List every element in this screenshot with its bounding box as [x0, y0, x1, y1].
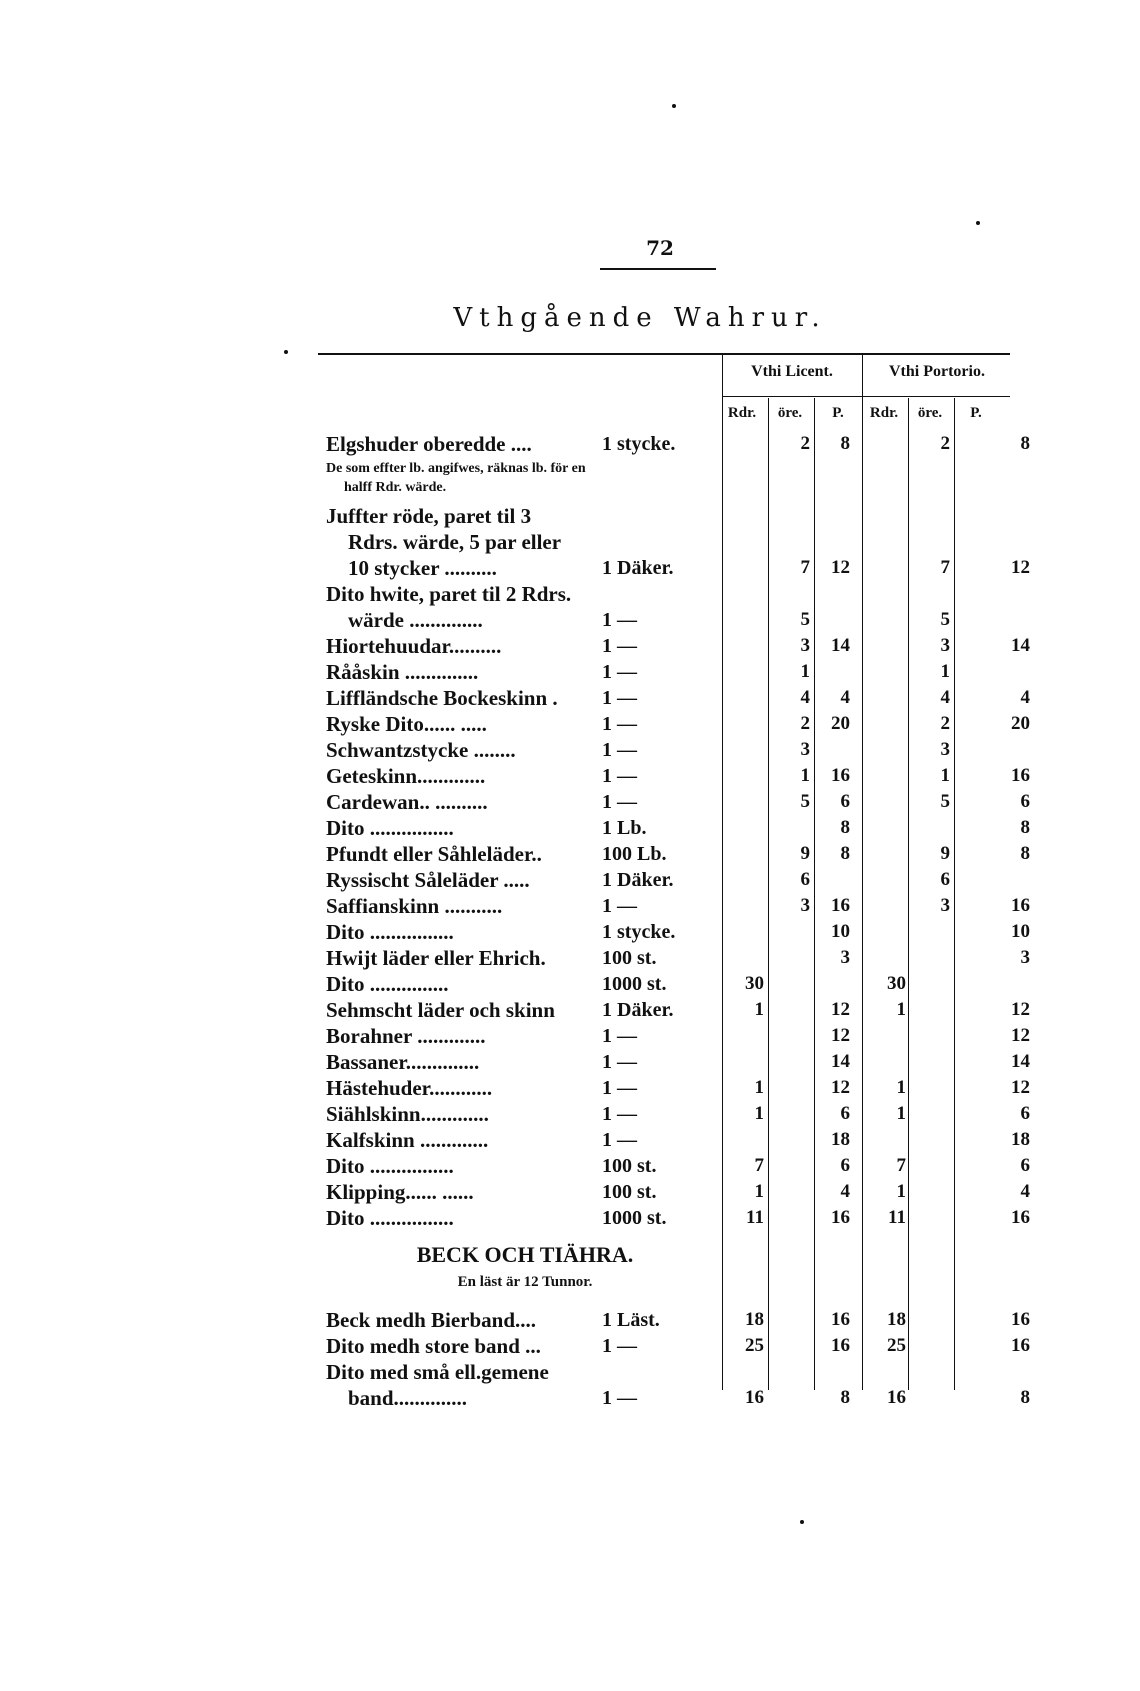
- portorio-p: 4: [1020, 687, 1030, 708]
- portorio-p: 14: [1011, 635, 1030, 656]
- portorio-p: 6: [1020, 791, 1030, 812]
- licent-p: 16: [831, 895, 850, 916]
- portorio-p: 16: [1011, 1207, 1030, 1228]
- note-line: De som effter lb. angifwes, räknas lb. för en: [326, 461, 586, 476]
- portorio-p: 20: [1011, 713, 1030, 734]
- item-quantity: 1 Däker.: [602, 999, 674, 1021]
- portorio-ore: 7: [940, 557, 950, 578]
- licent-p: 8: [840, 433, 850, 454]
- continuation-row: [0, 529, 1140, 555]
- item-name: band..............: [348, 1386, 468, 1410]
- table-row: [0, 633, 1140, 659]
- table-row: [0, 1049, 1140, 1075]
- portorio-ore: 1: [940, 765, 950, 786]
- item-quantity: 1 —: [602, 635, 637, 657]
- table-row: [0, 1023, 1140, 1049]
- table-row: [0, 737, 1140, 763]
- portorio-p: 12: [1011, 1077, 1030, 1098]
- portorio-p: 18: [1011, 1129, 1030, 1150]
- portorio-ore: 6: [940, 869, 950, 890]
- licent-p: 16: [831, 1335, 850, 1356]
- licent-ore: 4: [800, 687, 810, 708]
- item-name: Sehmscht läder och skinn: [326, 998, 555, 1022]
- item-name: Beck medh Bierband....: [326, 1308, 537, 1332]
- portorio-rdr: 25: [887, 1335, 906, 1356]
- portorio-p: 10: [1011, 921, 1030, 942]
- portorio-ore: 3: [940, 895, 950, 916]
- portorio-ore: 3: [940, 635, 950, 656]
- licent-rdr: 7: [754, 1155, 764, 1176]
- item-quantity: 1 —: [602, 1051, 637, 1073]
- licent-p: 12: [831, 999, 850, 1020]
- item-quantity: 1 stycke.: [602, 433, 676, 455]
- item-name: Liffländsche Bockeskinn .: [326, 686, 558, 710]
- table-row: [0, 1153, 1140, 1179]
- portorio-rdr: 1: [896, 999, 906, 1020]
- portorio-p: 14: [1011, 1051, 1030, 1072]
- col-head-portorio: Vthi Portorio.: [889, 363, 985, 380]
- page-number: 72: [646, 236, 674, 260]
- licent-p: 16: [831, 1207, 850, 1228]
- item-quantity: 1000 st.: [602, 1207, 667, 1229]
- item-quantity: 1 Däker.: [602, 869, 674, 891]
- item-name: Cardewan.. ..........: [326, 790, 488, 814]
- item-name: Dito ...............: [326, 972, 449, 996]
- licent-ore: 3: [800, 635, 810, 656]
- item-quantity: 1 —: [602, 1129, 637, 1151]
- licent-ore: 5: [800, 609, 810, 630]
- item-quantity: 1 Lb.: [602, 817, 647, 839]
- licent-ore: 9: [800, 843, 810, 864]
- scan-speck: [976, 221, 980, 225]
- item-name: Bassaner..............: [326, 1050, 480, 1074]
- item-quantity: 1 —: [602, 1077, 637, 1099]
- licent-ore: 3: [800, 895, 810, 916]
- portorio-ore: 2: [940, 433, 950, 454]
- item-name-part: Dito hwite, paret til 2 Rdrs.: [326, 582, 572, 606]
- note-line: halff Rdr. wärde.: [344, 480, 447, 495]
- portorio-p: 16: [1011, 1309, 1030, 1330]
- licent-p: 14: [831, 1051, 850, 1072]
- table-row: [0, 893, 1140, 919]
- licent-rdr: 11: [746, 1207, 764, 1228]
- licent-p: 16: [831, 1309, 850, 1330]
- licent-rdr: 1: [754, 999, 764, 1020]
- portorio-p: 3: [1020, 947, 1030, 968]
- page-number-rule: [600, 268, 716, 270]
- portorio-p: 8: [1020, 1387, 1030, 1408]
- item-quantity: 1 —: [602, 1025, 637, 1047]
- item-quantity: 1 —: [602, 661, 637, 683]
- portorio-ore: 2: [940, 713, 950, 734]
- portorio-p: 12: [1011, 557, 1030, 578]
- header-rule: [722, 396, 1010, 397]
- section-title: BECK OCH TIÄHRA.: [416, 1242, 634, 1267]
- licent-ore: 3: [800, 739, 810, 760]
- portorio-p: 16: [1011, 1335, 1030, 1356]
- table-row: [0, 1307, 1140, 1333]
- licent-p: 6: [840, 1155, 850, 1176]
- licent-p: 6: [840, 791, 850, 812]
- licent-p: 14: [831, 635, 850, 656]
- licent-p: 8: [840, 843, 850, 864]
- table-row: [0, 919, 1140, 945]
- licent-p: 12: [831, 1025, 850, 1046]
- table-row: [0, 763, 1140, 789]
- licent-p: 12: [831, 1077, 850, 1098]
- portorio-p: 12: [1011, 1025, 1030, 1046]
- licent-ore: 1: [800, 661, 810, 682]
- portorio-ore: 4: [940, 687, 950, 708]
- licent-ore: 1: [800, 765, 810, 786]
- licent-p: 8: [840, 1387, 850, 1408]
- licent-p: 18: [831, 1129, 850, 1150]
- col-rdr-licent: Rdr.: [727, 405, 757, 421]
- item-name: Pfundt eller Såhleläder..: [326, 842, 542, 866]
- item-name: Ryssischt Såleläder .....: [326, 868, 530, 892]
- portorio-p: 8: [1020, 433, 1030, 454]
- portorio-p: 16: [1011, 765, 1030, 786]
- table-top-rule: [318, 353, 1010, 355]
- page-heading: Vthgående Wahrur.: [453, 303, 827, 333]
- item-name-part: Rdrs. wärde, 5 par eller: [348, 530, 562, 554]
- item-name: Hwijt läder eller Ehrich.: [326, 946, 546, 970]
- table-row: [0, 971, 1140, 997]
- item-quantity: 1 stycke.: [602, 921, 676, 943]
- table-row: [0, 1101, 1140, 1127]
- portorio-ore: 1: [940, 661, 950, 682]
- item-name-part: Juffter röde, paret til 3: [326, 504, 532, 528]
- item-name: Dito medh store band ...: [326, 1334, 541, 1358]
- portorio-ore: 5: [940, 791, 950, 812]
- portorio-p: 8: [1020, 843, 1030, 864]
- col-p-licent: P.: [832, 405, 844, 421]
- licent-p: 12: [831, 557, 850, 578]
- table-row: [0, 607, 1140, 633]
- table-row: [0, 867, 1140, 893]
- licent-ore: 7: [800, 557, 810, 578]
- item-name: Ryske Dito...... .....: [326, 712, 487, 736]
- licent-rdr: 1: [754, 1103, 764, 1124]
- col-rdr-portorio: Rdr.: [869, 405, 899, 421]
- portorio-ore: 9: [940, 843, 950, 864]
- table-row: [0, 711, 1140, 737]
- item-name: Hiortehuudar..........: [326, 634, 502, 658]
- table-row: [0, 1385, 1140, 1411]
- item-quantity: 1 —: [602, 791, 637, 813]
- item-name: Elgshuder oberedde ....: [326, 432, 532, 456]
- table-row: [0, 431, 1140, 457]
- item-quantity: 1 Läst.: [602, 1309, 660, 1331]
- portorio-p: 4: [1020, 1181, 1030, 1202]
- item-quantity: 100 st.: [602, 1155, 657, 1177]
- licent-rdr: 18: [745, 1309, 764, 1330]
- portorio-rdr: 1: [896, 1103, 906, 1124]
- table-row: [0, 1205, 1140, 1231]
- licent-ore: 2: [800, 433, 810, 454]
- table-row: [0, 1075, 1140, 1101]
- item-name-part: Dito med små ell.gemene: [326, 1360, 549, 1384]
- item-name: Kalfskinn .............: [326, 1128, 489, 1152]
- scan-speck: [672, 104, 676, 108]
- portorio-rdr: 30: [887, 973, 906, 994]
- col-ore-portorio: öre.: [917, 405, 943, 421]
- table-row: [0, 659, 1140, 685]
- licent-rdr: 30: [745, 973, 764, 994]
- portorio-p: 16: [1011, 895, 1030, 916]
- portorio-p: 6: [1020, 1155, 1030, 1176]
- item-name: wärde ..............: [348, 608, 483, 632]
- col-p-portorio: P.: [970, 405, 982, 421]
- portorio-ore: 3: [940, 739, 950, 760]
- item-quantity: 1 Däker.: [602, 557, 674, 579]
- portorio-rdr: 16: [887, 1387, 906, 1408]
- col-head-licent: Vthi Licent.: [751, 363, 833, 380]
- item-name: Dito ................: [326, 1206, 454, 1230]
- portorio-p: 8: [1020, 817, 1030, 838]
- item-name: Klipping...... ......: [326, 1180, 474, 1204]
- item-quantity: 100 st.: [602, 1181, 657, 1203]
- item-name: Dito ................: [326, 1154, 454, 1178]
- table-row: [0, 1179, 1140, 1205]
- item-name: 10 stycker ..........: [348, 556, 497, 580]
- licent-p: 20: [831, 713, 850, 734]
- table-row: [0, 815, 1140, 841]
- table-row: [0, 789, 1140, 815]
- portorio-rdr: 1: [896, 1181, 906, 1202]
- licent-ore: 5: [800, 791, 810, 812]
- licent-ore: 6: [800, 869, 810, 890]
- item-quantity: 1 —: [602, 1103, 637, 1125]
- licent-ore: 2: [800, 713, 810, 734]
- item-quantity: 100 Lb.: [602, 843, 667, 865]
- licent-p: 16: [831, 765, 850, 786]
- portorio-rdr: 7: [896, 1155, 906, 1176]
- licent-rdr: 1: [754, 1181, 764, 1202]
- item-name: Dito ................: [326, 816, 454, 840]
- item-quantity: 100 st.: [602, 947, 657, 969]
- item-quantity: 1000 st.: [602, 973, 667, 995]
- licent-p: 3: [840, 947, 850, 968]
- table-row: [0, 685, 1140, 711]
- table-row: [0, 841, 1140, 867]
- item-name: Geteskinn.............: [326, 764, 486, 788]
- licent-p: 10: [831, 921, 850, 942]
- licent-rdr: 16: [745, 1387, 764, 1408]
- item-name: Schwantzstycke ........: [326, 738, 516, 762]
- continuation-row: [0, 503, 1140, 529]
- item-quantity: 1 —: [602, 765, 637, 787]
- table-row: [0, 1333, 1140, 1359]
- item-name: Siählskinn.............: [326, 1102, 489, 1126]
- item-name: Saffianskinn ...........: [326, 894, 503, 918]
- licent-rdr: 25: [745, 1335, 764, 1356]
- item-name: Borahner .............: [326, 1024, 486, 1048]
- item-name: Hästehuder............: [326, 1076, 493, 1100]
- licent-p: 8: [840, 817, 850, 838]
- table-row: [0, 945, 1140, 971]
- item-quantity: 1 —: [602, 609, 637, 631]
- portorio-rdr: 1: [896, 1077, 906, 1098]
- table-row: [0, 555, 1140, 581]
- continuation-row: [0, 581, 1140, 607]
- item-quantity: 1 —: [602, 713, 637, 735]
- licent-rdr: 1: [754, 1077, 764, 1098]
- item-quantity: 1 —: [602, 687, 637, 709]
- table-row: [0, 997, 1140, 1023]
- portorio-p: 12: [1011, 999, 1030, 1020]
- item-quantity: 1 —: [602, 739, 637, 761]
- section-subtitle: En läst är 12 Tunnor.: [457, 1274, 593, 1290]
- portorio-p: 6: [1020, 1103, 1030, 1124]
- portorio-rdr: 11: [888, 1207, 906, 1228]
- licent-p: 4: [840, 1181, 850, 1202]
- col-ore-licent: öre.: [777, 405, 803, 421]
- scan-speck: [800, 1520, 804, 1524]
- continuation-row: [0, 1359, 1140, 1385]
- item-quantity: 1 —: [602, 895, 637, 917]
- table-row: [0, 1127, 1140, 1153]
- item-quantity: 1 —: [602, 1387, 637, 1409]
- item-name: Dito ................: [326, 920, 454, 944]
- portorio-ore: 5: [940, 609, 950, 630]
- item-name: Rååskin ..............: [326, 660, 479, 684]
- licent-p: 4: [840, 687, 850, 708]
- portorio-rdr: 18: [887, 1309, 906, 1330]
- licent-p: 6: [840, 1103, 850, 1124]
- scan-speck: [284, 350, 288, 354]
- item-quantity: 1 —: [602, 1335, 637, 1357]
